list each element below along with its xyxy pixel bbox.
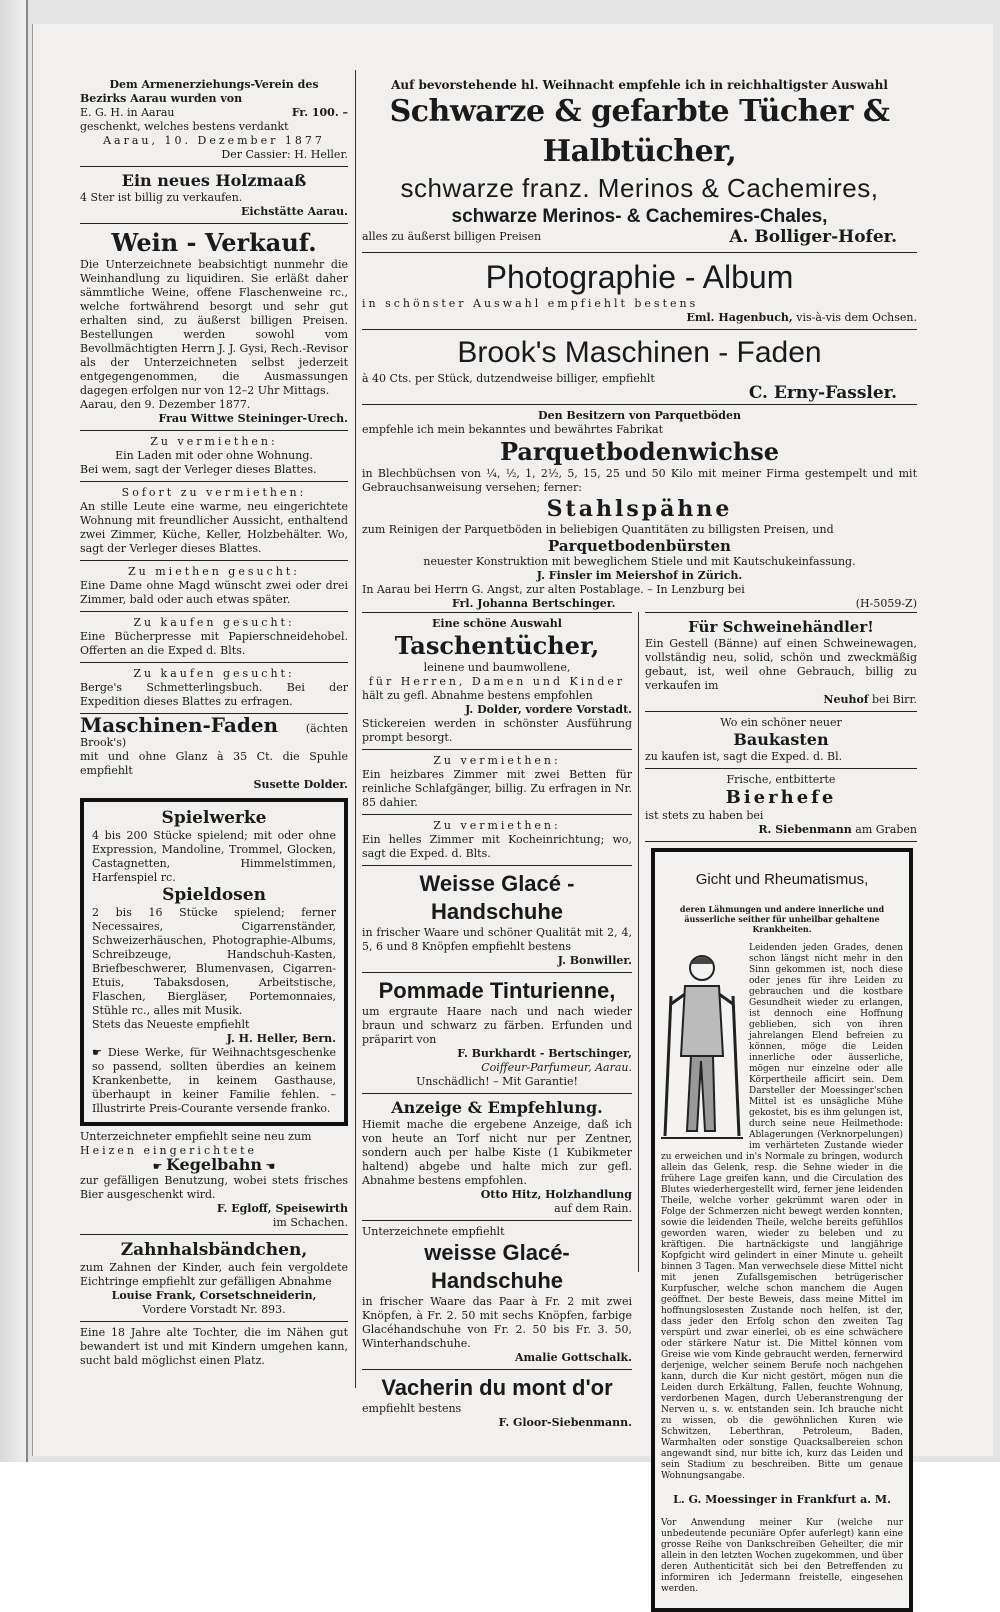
ad-heading: Zu vermiethen: (433, 819, 561, 832)
ad-body: Berge's Schmetterlingsbuch. Bei der Expedition dieses Blattes zu erfragen. (80, 681, 348, 708)
ad-heading: Zu vermiethen: (150, 435, 278, 448)
ad-heading: Unterzeichnete empfiehlt (362, 1225, 505, 1238)
column-left (80, 50, 348, 1368)
ad-line: (ächten Brook's) (80, 722, 348, 749)
ad-title: Spielwerke (161, 808, 267, 828)
ad-spielwerke-box (80, 798, 348, 1126)
ad-taschentuecher (362, 617, 632, 745)
ad-line: neuester Konstruktion mit beweglichem Stiele und mit Kautschukeinfassung. (423, 555, 856, 568)
ad-heading: Eine schöne Auswahl (432, 617, 562, 630)
ad-title: Photographie - Album (485, 259, 794, 295)
ad-amount: Fr. 100. – (291, 106, 348, 119)
ad-body: Ein helles Zimmer mit Kocheinrichtung; wo, sagt die Exped. d. Blts. (362, 833, 632, 860)
ad-title: Anzeige & Empfehlung. (391, 1098, 603, 1117)
ad-heading: Zu kaufen gesucht: (133, 616, 295, 629)
ad-holzmaass (80, 171, 348, 219)
ad-signature: J. Bonwiller. (557, 954, 632, 967)
ad-body: zur gefälligen Benutzung, wobei stets frisches Bier ausgeschenkt wird. (80, 1174, 348, 1201)
ad-wohnung (80, 486, 348, 556)
ad-glace-gottschalk (362, 1225, 632, 1365)
ad-bolliger-hofer (362, 78, 917, 247)
ad-line: alles zu äußerst billigen Preisen (362, 230, 542, 243)
ad-line: deren Lähmungen und andere innerliche und äusserliche seither für unheilbar gehaltene Krankheiten. (679, 904, 885, 934)
ad-body: Vor Anwendung meiner Kur (welche nur unbedeutende pecuniäre Opfer auferlegt) kann eine grosse Reihe von Dankschreiben Geheilter, die mir allein in den letzten Wochen zugekommen, und über deren Authenticität sich bei den Betreffenden zu informiren ich Jedermann freistelle, eingesehen werden. (661, 1518, 903, 1594)
ad-date: Aarau, den 9. Dezember 1877. (80, 398, 251, 411)
ad-signature: F. Egloff, Speisewirth (216, 1202, 348, 1215)
ad-body: 2 bis 16 Stücke spielend; ferner Necessaires, Cigarrenständer, Schweizerhäuschen, Photographie-Albums, Schreibzeuge, Handschuh-Kasten, Briefbeschwerer, Blumenvasen, Cigarren-Etuis, Tabaksdosen, Arbeitstische, Flaschen, Biergläser, Portemonnaies, Stühle rc., alles mit Musik. (92, 906, 336, 1017)
ad-body: Eine 18 Jahre alte Tochter, die im Nähen gut bewandert ist und mit Kindern umgehen kann, sucht bald möglichst einen Platz. (80, 1326, 348, 1367)
ad-body: An stille Leute eine warme, neu eingerichtete Wohnung mit freundlicher Aussicht, enthaltend zwei Zimmer, Küche, Keller, Holzbehälter. Wo, sagt der Verleger dieses Blattes. (80, 500, 348, 555)
ad-laden (80, 435, 348, 477)
ad-title: Bierhefe (725, 787, 837, 808)
ad-reference: (H-5059-Z) (855, 597, 917, 610)
ad-line: ist stets zu haben bei (645, 809, 764, 822)
pointing-hand-icon: ☛ (152, 1160, 163, 1173)
ad-brooks-faden (362, 334, 917, 403)
ad-signature: Eml. Hagenbuch, (686, 311, 793, 324)
ad-signature: C. Erny-Fassler. (748, 383, 897, 403)
ad-signature: F. Gloor-Siebenmann. (498, 1416, 632, 1429)
ad-title: Spieldosen (162, 885, 266, 905)
ad-line: im Schachen. (272, 1216, 348, 1229)
ad-title: Stahlspähne (546, 496, 733, 522)
ad-line: für Herren, Damen und Kinder (368, 675, 626, 688)
ad-line: Wo ein schöner neuer (720, 716, 842, 729)
ad-title: Kegelbahn (166, 1155, 262, 1174)
ad-title: weisse Glacé-Handschuhe (424, 1240, 570, 1293)
ad-parquet (362, 409, 917, 611)
ad-heading: Zu kaufen gesucht: (133, 667, 295, 680)
ad-line: hält zu gefl. Abnahme bestens empfohlen (362, 689, 593, 702)
ad-title: schwarze Merinos- & Cachemires-Chales, (451, 206, 828, 227)
ad-glace-bonwiller (362, 870, 632, 968)
previous-page-edge (0, 0, 28, 1462)
ad-schmetterlingsbuch (80, 667, 348, 709)
ad-vacherin (362, 1374, 632, 1430)
ad-buecherpresse (80, 616, 348, 658)
ad-body: Diese Werke, für Weihnachtsgeschenke so passend, sollten überdies an keinem Krankenbette, in keinem Gasthause, überhaupt in keiner Familie fehlen. – Illustrirte Preis-Courante versende franko. (92, 1046, 336, 1115)
ad-bierhefe (645, 773, 917, 837)
ad-signature: Louise Frank, Corsetschneiderin, (111, 1289, 317, 1302)
ad-line: Auf bevorstehende hl. Weihnacht empfehle ich in reichhaltigster Auswahl (391, 78, 888, 92)
ad-body: Stickereien werden in schönster Ausführung prompt besorgt. (362, 717, 632, 744)
ad-title: Taschentücher, (394, 631, 600, 660)
column-rule (638, 612, 639, 1272)
ad-line: Dem Armenerziehungs-Verein des (109, 78, 319, 91)
ad-title: Ein neues Holzmaaß (121, 171, 307, 190)
column-right-a (362, 612, 632, 1430)
ad-signature: A. Bolliger-Hofer. (729, 227, 897, 247)
ad-signature: J. Finsler im Meiershof in Zürich. (536, 569, 743, 582)
ad-title: Parquetbodenwichse (499, 437, 780, 466)
ad-zimmer-hell (362, 819, 632, 861)
ad-line: auf dem Rain. (554, 1202, 632, 1215)
ad-signature: Frau Wittwe Steininger-Urech. (158, 412, 348, 425)
ad-zimmer-gesucht (80, 565, 348, 607)
ad-line: Stets das Neueste empfiehlt (92, 1018, 250, 1031)
column-right-b (645, 612, 917, 1612)
ad-body: Ein Gestell (Bänne) auf einen Schweinewagen, vollständig neu, solid, schön und zweckmäßig gebaut, ist, weil ohne Gebrauch, billig zu verkaufen im (645, 637, 917, 692)
ad-title: Schwarze & gefarbte Tücher & Halbtücher, (389, 94, 890, 169)
ad-line: Neuhof (823, 693, 869, 706)
ad-heading: Zu vermiethen: (433, 754, 561, 767)
ad-armenverein (80, 78, 348, 162)
ad-body: Ein heizbares Zimmer mit zwei Betten für reinliche Schlafgänger, billig. Zu erfragen in Nr. 85 dahier. (362, 768, 632, 809)
ad-title: Wein - Verkauf. (111, 228, 317, 257)
ad-title: Baukasten (733, 730, 829, 749)
ad-heading: Sofort zu vermiethen: (121, 486, 307, 499)
ad-line: bei Birr. (872, 693, 917, 706)
ad-date: Aarau, 10. Dezember 1877 (103, 134, 325, 147)
pointing-hand-icon: ☚ (265, 1160, 276, 1173)
ad-body: in frischer Waare und schöner Qualität mit 2, 4, 5, 6 und 8 Knöpfen empfiehlt bestens (362, 926, 632, 953)
man-with-crutches-illustration (661, 946, 743, 1146)
ad-line: In Aarau bei Herrn G. Angst, zur alten Postablage. – In Lenzburg bei (362, 583, 745, 596)
ad-body: à 40 Cts. per Stück, dutzendweise billiger, empfiehlt (362, 372, 655, 385)
ad-signature: Eichstätte Aarau. (240, 205, 348, 218)
ad-signature: J. H. Heller, Bern. (226, 1032, 336, 1045)
ad-title: Gicht und Rheumatismus, (695, 871, 869, 888)
ad-body: um ergraute Haare nach und nach wieder braun und schwarz zu färben. Erfunden und präparirt von (362, 1005, 632, 1046)
ad-body: 4 bis 200 Stücke spielend; mit oder ohne Expression, Mandoline, Trommel, Glocken, Castagnetten, Himmelstimmen, Harfenspiel rc. (92, 829, 336, 884)
column-rule (355, 70, 356, 1388)
ad-line: 4 Ster ist billig zu verkaufen. (80, 191, 243, 204)
ad-signature: R. Siebenmann (758, 823, 852, 836)
ad-body: Hiemit mache die ergebene Anzeige, daß ich von heute an Torf nicht nur per Zentner, sondern auch per halbe Kiste (1 Kubikmeter haltend) abgebe und halte mich zur gefl. Abnahme bestens empfohlen. (362, 1118, 632, 1187)
ad-baukasten (645, 716, 917, 764)
ad-body: Die Unterzeichnete beabsichtigt nunmehr die Weinhandlung zu liquidiren. Sie erläßt daher sämmtliche Weine, offene Flaschenweine rc., welche fortwährend besorgt und sehr gut erhalten sind, zu äußerst billigen Preisen. Bestellungen werden sowohl vom Bevollmächtigten Herrn J. J. Gysi, Rech.-Revisor als der Unterzeichneten selbst jederzeit entgegengenommen, die Ausmassungen dagegen erfolgen nur von 12–2 Uhr Mittags. (80, 258, 348, 397)
ad-signature: L. G. Moessinger in Frankfurt a. M. (673, 1493, 891, 1506)
ad-title: Vacherin du mont d'or (381, 1375, 613, 1400)
ad-line: zum Reinigen der Parquetböden in beliebigen Quantitäten zu billigsten Preisen, und (362, 523, 834, 536)
ad-body: zum Zahnen der Kinder, auch fein vergoldete Eichtringe empfiehlt zur gefälligen Abnahme (80, 1261, 348, 1288)
ad-line: geschenkt, welches bestens verdankt (80, 120, 289, 133)
ad-body: in frischer Waare das Paar à Fr. 2 mit zwei Knöpfen, à Fr. 2. 50 mit sechs Knöpfen, farbige Glacéhandschuhe von Fr. 2. 50 bis Fr. 3. 50, Winterhandschuhe. (362, 1295, 632, 1350)
ad-gicht-box (651, 848, 913, 1612)
ad-signature: Der Cassier: H. Heller. (221, 148, 348, 161)
column-right-top (362, 50, 917, 611)
ad-line: Coiffeur-Parfumeur, Aarau. (481, 1061, 632, 1074)
ad-line: Vordere Vorstadt Nr. 893. (142, 1303, 286, 1316)
ad-tochter (80, 1326, 348, 1368)
ad-line: in schönster Auswahl empfiehlt bestens (362, 297, 699, 310)
ad-body: Eine Bücherpresse mit Papierschneidehobel. Offerten an die Exped d. Blts. (80, 630, 348, 657)
ad-kegelbahn (80, 1130, 348, 1230)
ad-heading: Zu miethen gesucht: (128, 565, 300, 578)
ad-line: E. G. H. in Aarau (80, 106, 175, 119)
ad-title: Parquetbodenbürsten (548, 537, 731, 555)
ad-title: Brook's Maschinen - Faden (457, 336, 822, 369)
ad-line: Frl. Johanna Bertschinger. (452, 597, 616, 610)
ad-signature: Otto Hitz, Holzhandlung (480, 1188, 632, 1201)
ad-maschinen-faden (80, 713, 348, 792)
ad-signature: Susette Dolder. (253, 778, 348, 791)
ad-title: Für Schweinehändler! (688, 618, 874, 636)
ad-signature: F. Burkhardt - Bertschinger, (457, 1047, 632, 1060)
ad-schweinehaendler (645, 617, 917, 707)
ad-signature: J. Dolder, vordere Vorstadt. (465, 703, 632, 716)
ad-title: Zahnhalsbändchen, (120, 1240, 308, 1260)
ad-title: Maschinen-Faden (80, 713, 279, 737)
ad-line: Unschädlich! – Mit Garantie! (416, 1075, 578, 1088)
ad-wein-verkauf (80, 228, 348, 426)
ad-line: Bei wem, sagt der Verleger dieses Blattes. (80, 463, 317, 476)
ad-line: zu kaufen ist, sagt die Exped. d. Bl. (645, 750, 843, 763)
ad-title: Weisse Glacé - Handschuhe (419, 871, 575, 924)
ad-signature: Amalie Gottschalk. (514, 1351, 632, 1364)
ad-torf (362, 1098, 632, 1216)
ad-line: leinene und baumwollene, (423, 661, 571, 674)
ad-line: empfiehlt bestens (362, 1402, 462, 1415)
ad-body: mit und ohne Glanz à 35 Ct. die Spuhle empfiehlt (80, 750, 348, 777)
ad-body: Eine Dame ohne Magd wünscht zwei oder drei Zimmer, bald oder auch etwas später. (80, 579, 348, 606)
ad-photographie-album (362, 257, 917, 325)
ad-body: Leidenden jeden Grades, denen schon längst nicht mehr in den Sinn gekommen ist, noch diese oder jenes für ihre Leiden zu gebrauchen und die kostbare Gesundheit wieder zu erlangen, ist dennoch eine Hoffnung geblieben, sich von ihren jahrelangen Elend befreien zu können, möge die Leiden innerliche oder äusserliche, mögen nur einzelne oder alle Körpertheile afficirt sein. Dem Darsteller der Moessinger'schen Mittel ist es unsägliche Mühe gekostet, bis es ihm gelungen ist, durch seine neue Heilmethode: Ablagerungen (Verknorpelungen) im verhärteten Zustande wieder zu erweichen und in's Normale zu bringen, wodurch allein das Gelenk, resp. die Sehne wieder in die frühere Lage greifen kann, und die Circulation des Blutes wiederhergestellt wird, ferner jene leidenden Theile, welche vorher gekrümmt waren oder in Folge der Schmerzen nicht bewegt werden konnten, sowie die leidenden Theile, welche bereits gefühllos geworden waren, wieder zu beleben und zu kräftigen. Die hartnäckigste und langjährige Kopfgicht wird gelindert in einer Minute u. geheilt binnen 3 Tagen. Man verwechsele diese Mittel nicht mit jenen Zufallsgemischen betrügerischer Kurpfuscher, welche schon manchem die Augen geöffnet. Der beste Beweis, dass meine Mittel im hoffnungslosesten Zustande noch helfen, ist der, dass jeder den Erfolg schon den zweiten Tag verspürt und zwar einerlei, ob es eine schwächere oder stärkere Natur ist. Die Mittel können vom Greise wie vom Kinde gebraucht werden, fernerwird derjenige, welcher seinem Berufe noch nachgehen kann, durch die Kur nicht gestört, mögen nun die Leiden durch Erkältung, Fallen, feuchte Wohnung, verdorbenen Magen, durch Ueberanstrengung der Nerven u. s. w. entstanden sein. Ich brauche nicht zu wissen, ob die gewöhnlichen Kuren wie Schwitzen, Leberthran, Petroleum, Baden, Warmhalten oder sonstige Quacksalbereien schon angewandt sind, nur bitte ich, kurz das Leiden und sein Stadium zu beschreiben. Bitte um genaue Wohnungsangabe. (661, 943, 903, 1481)
ad-line: Bezirks Aarau wurden von (80, 92, 243, 105)
ad-heading: Den Besitzern von Parquetböden (538, 409, 741, 422)
ad-pommade (362, 977, 632, 1089)
ad-body: in Blechbüchsen von ¼, ½, 1, 2½, 5, 15, 25 und 50 Kilo mit meiner Firma gestempelt und mit Gebrauchsanweisung versehen; ferner: (362, 467, 917, 494)
ad-title: Pommade Tinturienne, (378, 978, 616, 1003)
pointing-hand-icon: ☛ (92, 1046, 102, 1059)
ad-line: Ein Laden mit oder ohne Wohnung. (115, 449, 313, 462)
ad-line: empfehle ich mein bekanntes und bewährtes Fabrikat (362, 423, 664, 436)
ad-line: Frische, entbitterte (726, 773, 836, 786)
ad-line: am Graben (855, 823, 917, 836)
ad-line: Heizen eingerichtete (80, 1144, 258, 1157)
ad-line: Unterzeichneter empfiehlt seine neu zum (80, 1130, 312, 1143)
ad-zimmer-heizbar (362, 754, 632, 810)
ad-zahnhalsbaendchen (80, 1239, 348, 1317)
ad-title: schwarze franz. Merinos & Cachemires, (400, 173, 879, 203)
ad-line: vis-à-vis dem Ochsen. (796, 311, 917, 324)
